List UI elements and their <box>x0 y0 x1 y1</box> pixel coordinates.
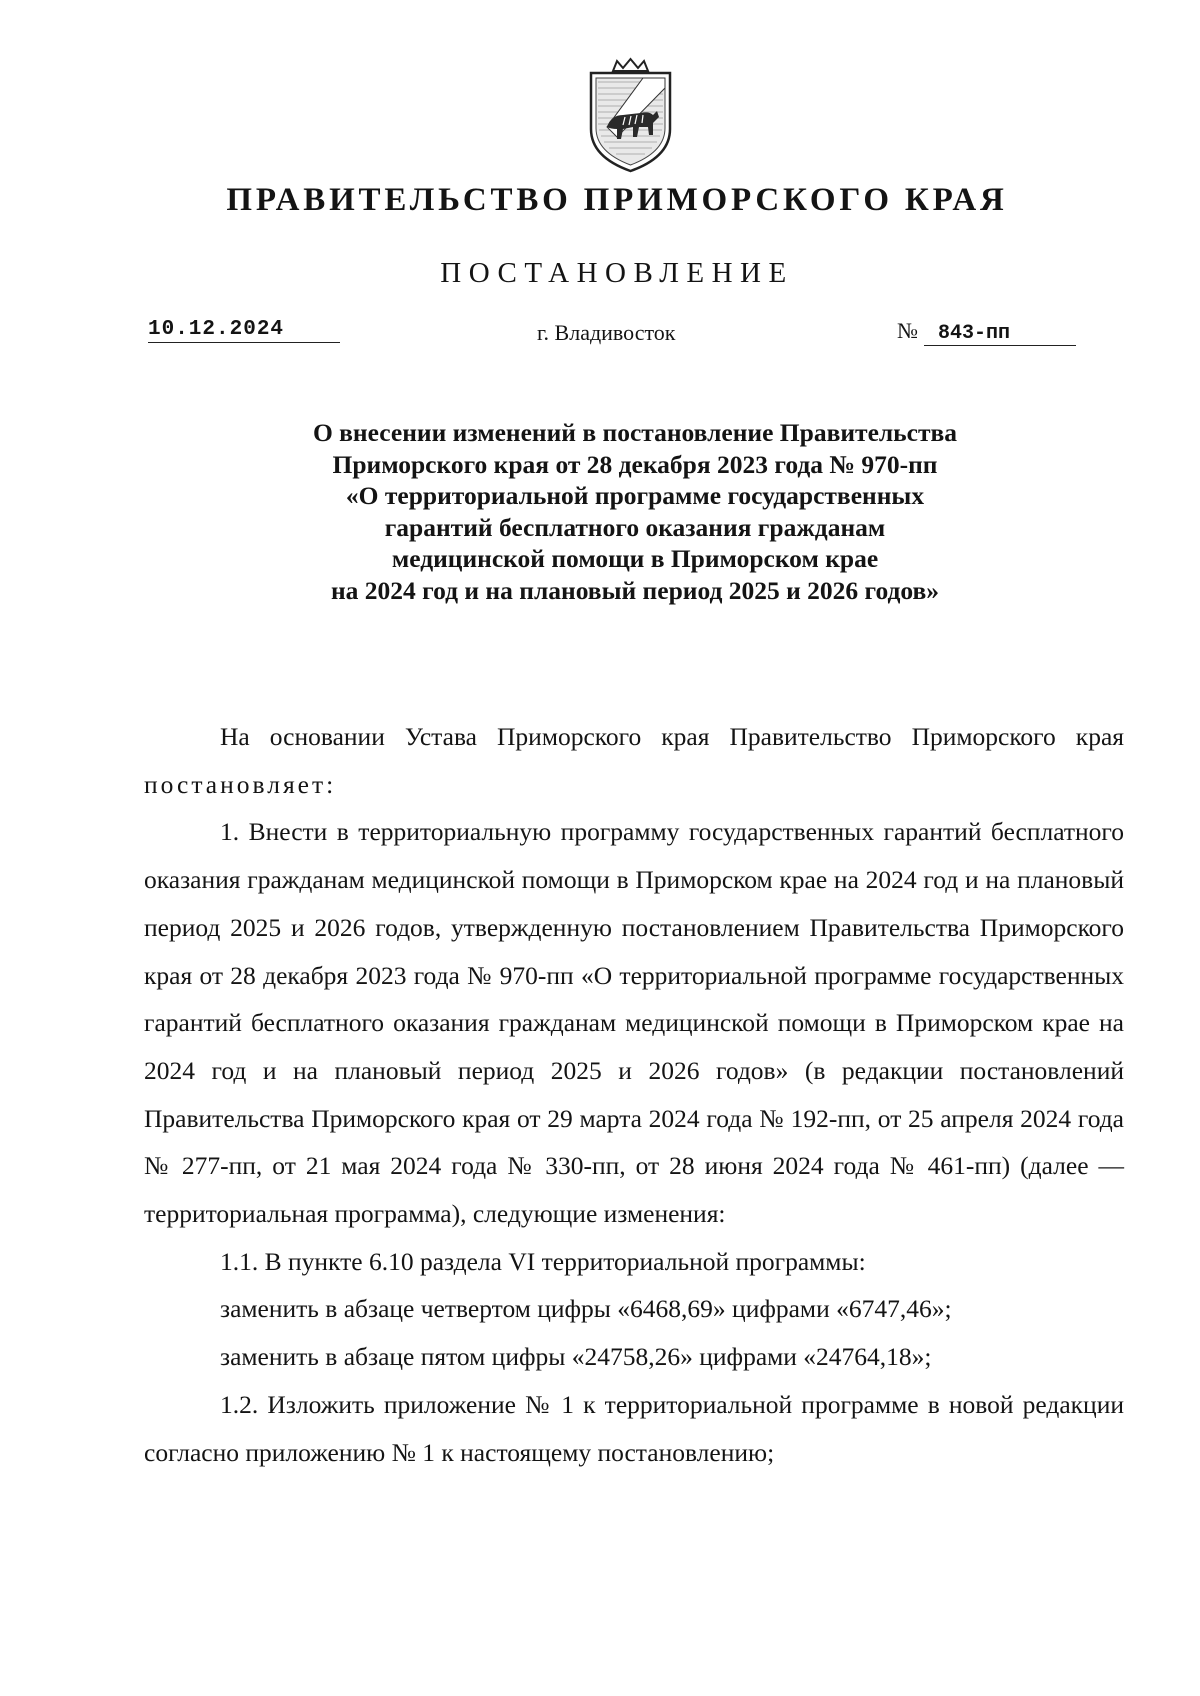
paragraph-item-1-1: 1.1. В пункте 6.10 раздела VI территориальной программы: <box>220 1246 866 1276</box>
subject-line: гарантий бесплатного оказания гражданам <box>384 512 886 542</box>
subject-line: Приморского края от 28 декабря 2023 года № 970-пп <box>332 449 938 479</box>
document-subject <box>150 417 1120 606</box>
paragraph-item-1-2: 1.2. Изложить приложение № 1 к территориальной программе в новой редакции согласно приложению № 1 к настоящему постановлению; <box>144 1389 1124 1467</box>
document-city: г. Владивосток <box>537 320 676 345</box>
paragraph-replace-5: заменить в абзаце пятом цифры «24758,26» цифрами «24764,18»; <box>220 1342 932 1372</box>
paragraph-basis <box>144 713 1124 808</box>
document-date: 10.12.2024 <box>148 318 340 343</box>
government-title: ПРАВИТЕЛЬСТВО ПРИМОРСКОГО КРАЯ <box>226 182 1008 218</box>
document-type: ПОСТАНОВЛЕНИЕ <box>440 257 794 289</box>
basis-text: На основании Устава Приморского края Правительство Приморского края <box>220 722 1124 751</box>
primorsky-krai-coat-of-arms-icon <box>583 57 678 177</box>
number-value: 843-пп <box>924 322 1076 346</box>
paragraph-item-1: 1. Внести в территориальную программу государственных гарантий бесплатного оказания гражданам медицинской помощи в Приморском крае на 2024 год и на плановый период 2025 и 2026 годов, утвержденную постановлением Правительства Приморского края от 28 декабря 2023 года № 970-пп «О территориальной программе государственных гарантий бесплатного оказания гражданам медицинской помощи в Приморском крае на 2024 год и на плановый период 2025 и 2026 годов» (в редакции постановлений Правительства Приморского края от 29 марта 2024 года № 192-пп, от 25 апреля 2024 года № 277-пп, от 21 мая 2024 года № 330-пп, от 28 июня 2024 года № 461-пп) (далее — территориальная программа), следующие изменения: <box>144 817 1124 1229</box>
document-body <box>144 713 1124 1476</box>
document-number <box>897 318 1076 346</box>
subject-line: медицинской помощи в Приморском крае <box>391 544 879 573</box>
paragraph-replace-4: заменить в абзаце четвертом цифры «6468,69» цифрами «6747,46»; <box>220 1294 952 1324</box>
basis-colon: : <box>326 769 334 799</box>
subject-line: О внесении изменений в постановление Правительства <box>312 418 958 447</box>
number-sign: № <box>897 318 918 343</box>
decree-word: постановляет <box>144 769 327 799</box>
subject-line: на 2024 год и на плановый период 2025 и 2026 годов» <box>330 575 940 605</box>
subject-line: «О территориальной программе государственных <box>345 481 925 510</box>
